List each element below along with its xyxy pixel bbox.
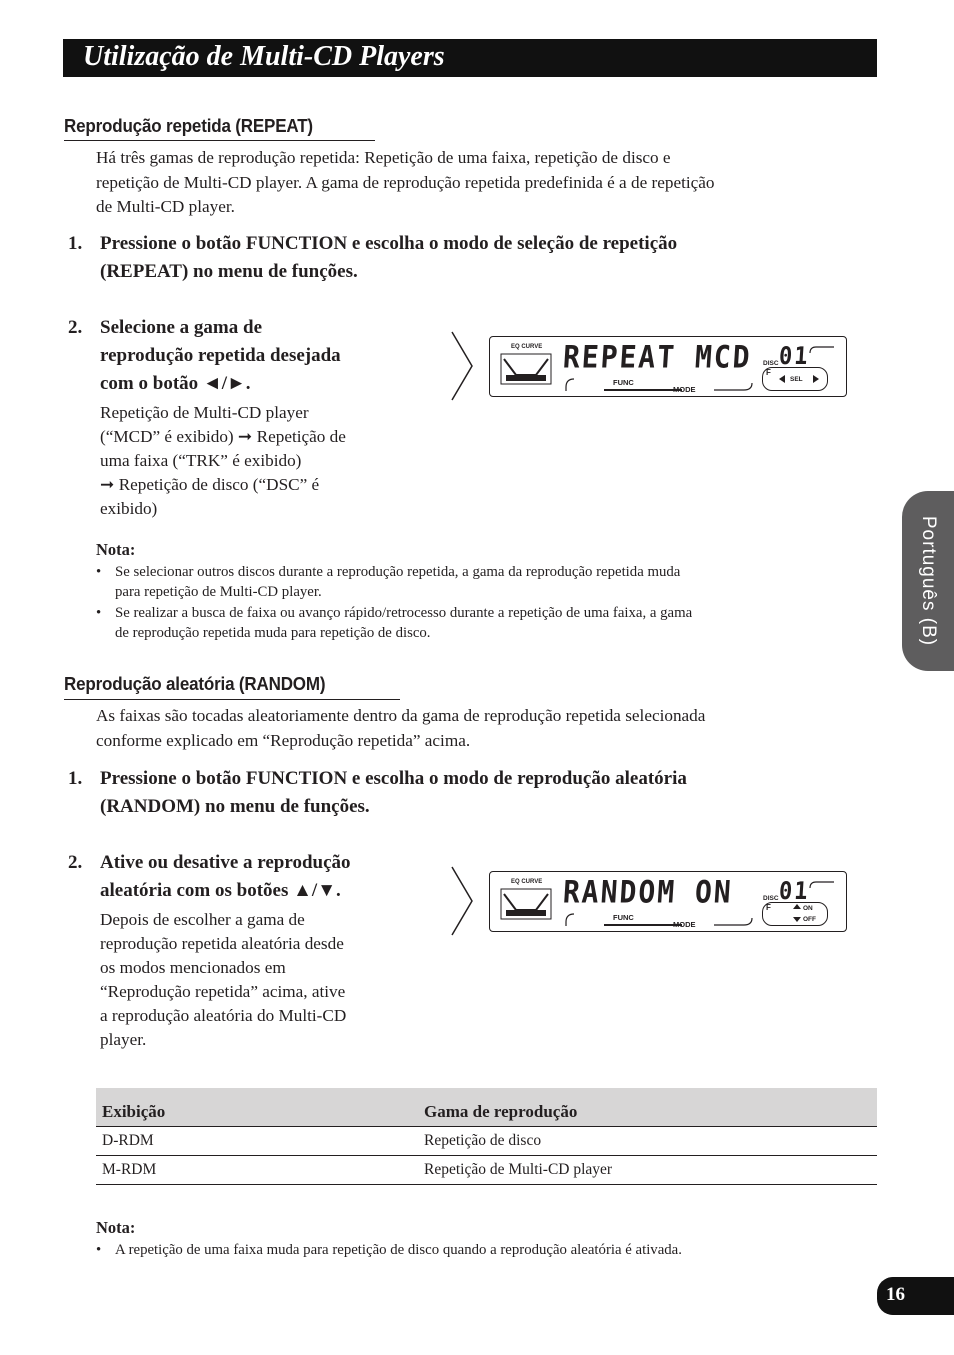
down-arrow-icon [793, 917, 801, 922]
lcd-bracket-icon [808, 345, 836, 355]
repeat-note-label: Nota: [96, 540, 136, 559]
repeat-step-2-body [100, 401, 420, 521]
page-title-bar [63, 39, 877, 77]
step-text [100, 765, 687, 821]
repeat-intro-line: de Multi-CD player. [96, 197, 235, 216]
eq-curve-icon [500, 343, 552, 387]
table-cell: Repetição de Multi-CD player [418, 1156, 877, 1185]
step-number: 1. [68, 768, 83, 789]
body-line: reprodução repetida aleatória desde [100, 934, 344, 953]
body-line: a reprodução aleatória do Multi-CD [100, 1006, 347, 1025]
lcd-bracket-icon [808, 880, 836, 890]
language-tab [902, 491, 954, 671]
random-step-2 [68, 849, 428, 905]
table-header-cell: Gama de reprodução [418, 1088, 877, 1127]
body-line: Depois de escolher a gama de [100, 910, 305, 929]
step-line: Pressione o botão FUNCTION e escolha o modo de reprodução aleatória [100, 768, 687, 789]
note-line: A repetição de uma faixa muda para repetição de disco quando a reprodução aleatória é ativada. [115, 1242, 682, 1258]
eq-curve-label: EQ CURVE [511, 344, 543, 350]
random-heading: Reprodução aleatória (RANDOM) [64, 673, 326, 694]
note-line: Se realizar a busca de faixa ou avanço rápido/retrocesso durante a repetição de uma faixa, a gama [115, 605, 693, 621]
step-line: aleatória com os botões ▲/▼. [100, 880, 341, 901]
repeat-heading-rule [64, 140, 375, 141]
table-cell: D-RDM [96, 1127, 418, 1156]
off-label: OFF [803, 916, 816, 923]
table-cell: Repetição de disco [418, 1127, 877, 1156]
on-off-button-indicator [762, 902, 828, 926]
note-text [115, 562, 680, 602]
on-label: ON [803, 905, 813, 912]
lcd-main-text: RANDOM ON [561, 873, 734, 911]
language-tab-label: Português (B) [918, 515, 939, 647]
repeat-intro-line: Há três gamas de reprodução repetida: Repetição de uma faixa, repetição de disco e [96, 148, 671, 167]
disc-number: 01 [778, 878, 811, 906]
note-line: de reprodução repetida muda para repetição de disco. [115, 625, 431, 641]
body-line: os modos mencionados em [100, 958, 286, 977]
table-row [96, 1127, 877, 1156]
bullet: • [96, 605, 102, 621]
page-title: Utilização de Multi-CD Players [83, 41, 445, 72]
body-line: (“MCD” é exibido) ➞ Repetição de [100, 427, 346, 446]
step-line: (RANDOM) no menu de funções. [100, 796, 370, 817]
step-line: Pressione o botão FUNCTION e escolha o modo de seleção de repetição [100, 233, 678, 254]
repeat-step-1 [68, 230, 868, 286]
table-row [96, 1156, 877, 1185]
random-lcd-display [489, 871, 847, 932]
table-cell: M-RDM [96, 1156, 418, 1185]
body-line: ➞ Repetição de disco (“DSC” é [100, 475, 320, 494]
bullet: • [96, 1242, 102, 1258]
page-number: 16 [886, 1284, 905, 1305]
step-line: reprodução repetida desejada [100, 345, 341, 366]
page-number-badge [877, 1277, 954, 1315]
table-header-row [96, 1088, 877, 1127]
random-step-1 [68, 765, 868, 821]
step-line: com o botão ◄/►. [100, 373, 251, 394]
eq-curve-label: EQ CURVE [511, 879, 543, 885]
repeat-intro [96, 146, 886, 220]
step-text [100, 849, 351, 905]
step-number: 1. [68, 233, 83, 254]
step-text [100, 230, 677, 286]
note-text [115, 603, 692, 643]
random-note-label: Nota: [96, 1218, 136, 1237]
pointer-arrow-icon [450, 865, 476, 937]
body-line: player. [100, 1030, 147, 1049]
disc-number: 01 [778, 343, 811, 371]
f-label: F [766, 903, 771, 912]
step-line: (REPEAT) no menu de funções. [100, 261, 358, 282]
disc-label: DISC [763, 360, 779, 367]
bullet: • [96, 564, 102, 580]
repeat-note-item [96, 562, 856, 602]
playback-range-table [96, 1088, 877, 1185]
left-arrow-icon [779, 375, 785, 383]
repeat-lcd-display [489, 336, 847, 397]
repeat-step-2 [68, 314, 428, 398]
repeat-intro-line: repetição de Multi-CD player. A gama de reprodução repetida predefinida é a de repetição [96, 172, 715, 192]
note-text [115, 1240, 682, 1260]
random-step-2-body [100, 908, 420, 1052]
random-note-item [96, 1240, 876, 1260]
table-header-cell: Exibição [96, 1088, 418, 1127]
step-number: 2. [68, 317, 83, 338]
step-number: 2. [68, 852, 83, 873]
body-line: uma faixa (“TRK” é exibido) [100, 451, 302, 470]
mode-label: MODE [673, 385, 696, 394]
random-intro-line: As faixas são tocadas aleatoriamente dentro da gama de reprodução repetida selecionada [96, 706, 706, 725]
func-label: FUNC [613, 913, 634, 922]
disc-label: DISC [763, 895, 779, 902]
note-line: para repetição de Multi-CD player. [115, 584, 322, 600]
mode-label: MODE [673, 920, 696, 929]
step-line: Ative ou desative a reprodução [100, 852, 351, 873]
pointer-arrow-icon [450, 330, 476, 402]
repeat-note-item [96, 603, 856, 643]
body-line: exibido) [100, 499, 158, 518]
lcd-bottom-bar [564, 912, 756, 928]
note-line: Se selecionar outros discos durante a reprodução repetida, a gama da reprodução repetida muda [115, 564, 681, 580]
random-heading-rule [64, 699, 400, 700]
repeat-heading: Reprodução repetida (REPEAT) [64, 115, 313, 136]
body-line: Repetição de Multi-CD player [100, 403, 309, 422]
step-line: Selecione a gama de [100, 317, 263, 338]
body-line: “Reprodução repetida” acima, ative [100, 982, 346, 1001]
eq-curve-icon [500, 878, 552, 922]
lcd-main-text: REPEAT MCD [561, 338, 753, 376]
lcd-bottom-bar [564, 377, 756, 393]
sel-label: SEL [790, 376, 803, 383]
right-arrow-icon [813, 375, 819, 383]
random-intro [96, 704, 886, 753]
sel-button-indicator [762, 367, 828, 391]
func-label: FUNC [613, 378, 634, 387]
f-label: F [766, 368, 771, 377]
random-intro-line: conforme explicado em “Reprodução repetida” acima. [96, 730, 471, 750]
up-arrow-icon [793, 904, 801, 909]
step-text [100, 314, 341, 398]
